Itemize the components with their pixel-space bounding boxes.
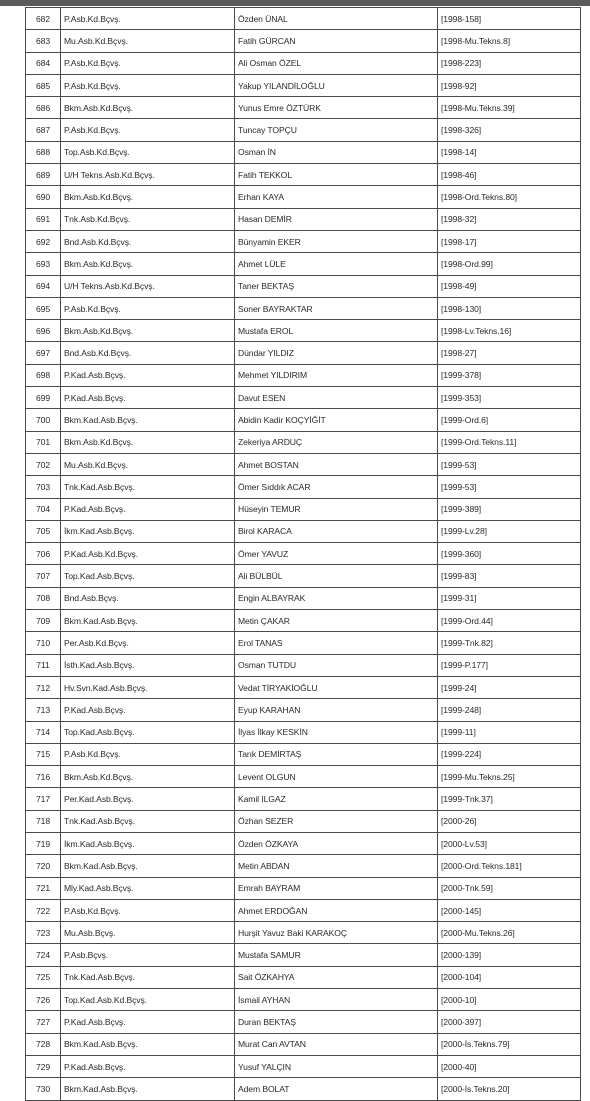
row-number: 694 — [26, 275, 61, 297]
table-row — [26, 1055, 581, 1077]
table-row — [26, 119, 581, 141]
row-number: 716 — [26, 766, 61, 788]
table-row — [26, 721, 581, 743]
table-row — [26, 543, 581, 565]
table-row — [26, 989, 581, 1011]
table-row — [26, 944, 581, 966]
rank-cell: Tnk.Kad.Asb.Bçvş. — [61, 476, 235, 498]
table-row — [26, 743, 581, 765]
row-number: 695 — [26, 297, 61, 319]
name-cell: Yunus Emre ÖZTÜRK — [235, 97, 438, 119]
row-number: 725 — [26, 966, 61, 988]
rank-cell: P.Kad.Asb.Kd.Bçvş. — [61, 543, 235, 565]
row-number: 698 — [26, 364, 61, 386]
rank-cell: P.Kad.Asb.Bçvş. — [61, 1055, 235, 1077]
course-cell: [2000-104] — [438, 966, 581, 988]
course-cell: [1999-360] — [438, 543, 581, 565]
name-cell: Kamil ILGAZ — [235, 788, 438, 810]
course-cell: [1999-389] — [438, 498, 581, 520]
name-cell: Murat Can AVTAN — [235, 1033, 438, 1055]
rank-cell: P.Asb.Kd.Bçvş. — [61, 8, 235, 30]
table-row — [26, 186, 581, 208]
course-cell: [1998-46] — [438, 164, 581, 186]
table-row — [26, 676, 581, 698]
course-cell: [2000-26] — [438, 810, 581, 832]
row-number: 704 — [26, 498, 61, 520]
row-number: 682 — [26, 8, 61, 30]
row-number: 697 — [26, 342, 61, 364]
rank-cell: İkm.Kad.Asb.Bçvş. — [61, 832, 235, 854]
rank-cell: Mu.Asb.Bçvş. — [61, 922, 235, 944]
row-number: 684 — [26, 52, 61, 74]
name-cell: Yakup YILANDİLOĞLU — [235, 74, 438, 96]
name-cell: Fatih GÜRCAN — [235, 30, 438, 52]
course-cell: [1999-31] — [438, 587, 581, 609]
rank-cell: Bkm.Kad.Asb.Bçvş. — [61, 855, 235, 877]
row-number: 728 — [26, 1033, 61, 1055]
rank-cell: P.Kad.Asb.Bçvş. — [61, 498, 235, 520]
table-row — [26, 1011, 581, 1033]
course-cell: [1998-Mu.Tekns.8] — [438, 30, 581, 52]
course-cell: [2000-Tnk.59] — [438, 877, 581, 899]
course-cell: [1999-83] — [438, 565, 581, 587]
name-cell: Hasan DEMİR — [235, 208, 438, 230]
course-cell: [2000-Ord.Tekns.181] — [438, 855, 581, 877]
rank-cell: Top.Kad.Asb.Bçvş. — [61, 565, 235, 587]
row-number: 691 — [26, 208, 61, 230]
table-row — [26, 498, 581, 520]
course-cell: [1999-Mu.Tekns.25] — [438, 766, 581, 788]
table-row — [26, 766, 581, 788]
table-row — [26, 520, 581, 542]
course-cell: [1998-92] — [438, 74, 581, 96]
table-row — [26, 164, 581, 186]
course-cell: [2000-Lv.53] — [438, 832, 581, 854]
name-cell: Birol KARACA — [235, 520, 438, 542]
rank-cell: Bkm.Kad.Asb.Bçvş. — [61, 1033, 235, 1055]
table-row — [26, 74, 581, 96]
row-number: 713 — [26, 699, 61, 721]
table-row — [26, 699, 581, 721]
name-cell: Metin ÇAKAR — [235, 610, 438, 632]
table-row — [26, 587, 581, 609]
rank-cell: Bkm.Kad.Asb.Bçvş. — [61, 610, 235, 632]
row-number: 710 — [26, 632, 61, 654]
name-cell: Tarık DEMİRTAŞ — [235, 743, 438, 765]
name-cell: Osman TUTDU — [235, 654, 438, 676]
table-row — [26, 966, 581, 988]
table-row — [26, 30, 581, 52]
row-number: 688 — [26, 141, 61, 163]
name-cell: Özden ÖZKAYA — [235, 832, 438, 854]
table-row — [26, 810, 581, 832]
row-number: 700 — [26, 409, 61, 431]
row-number: 701 — [26, 431, 61, 453]
name-cell: Hurşit Yavuz Baki KARAKOÇ — [235, 922, 438, 944]
course-cell: [2000-İs.Tekns.79] — [438, 1033, 581, 1055]
course-cell: [1998-17] — [438, 230, 581, 252]
rank-cell: Bkm.Asb.Kd.Bçvş. — [61, 186, 235, 208]
course-cell: [1999-Ord.Tekns.11] — [438, 431, 581, 453]
name-cell: Eyup KARAHAN — [235, 699, 438, 721]
name-cell: Dündar YILDIZ — [235, 342, 438, 364]
name-cell: Osman İN — [235, 141, 438, 163]
row-number: 690 — [26, 186, 61, 208]
course-cell: [2000-10] — [438, 989, 581, 1011]
name-cell: Abidin Kadir KOÇYİĞİT — [235, 409, 438, 431]
row-number: 708 — [26, 587, 61, 609]
name-cell: Erol TANAS — [235, 632, 438, 654]
course-cell: [1999-378] — [438, 364, 581, 386]
course-cell: [1998-Mu.Tekns.39] — [438, 97, 581, 119]
table-row — [26, 52, 581, 74]
name-cell: Mustafa SAMUR — [235, 944, 438, 966]
row-number: 685 — [26, 74, 61, 96]
course-cell: [1998-158] — [438, 8, 581, 30]
course-cell: [1999-53] — [438, 453, 581, 475]
rank-cell: Per.Kad.Asb.Bçvş. — [61, 788, 235, 810]
document-page — [0, 6, 590, 1094]
rank-cell: Tnk.Asb.Kd.Bçvş. — [61, 208, 235, 230]
rank-cell: Bkm.Asb.Kd.Bçvş. — [61, 253, 235, 275]
name-cell: Vedat TİRYAKİOĞLU — [235, 676, 438, 698]
table-row — [26, 922, 581, 944]
name-cell: Ahmet BOSTAN — [235, 453, 438, 475]
table-row — [26, 208, 581, 230]
table-row — [26, 855, 581, 877]
row-number: 715 — [26, 743, 61, 765]
row-number: 720 — [26, 855, 61, 877]
table-row — [26, 632, 581, 654]
name-cell: Davut ESEN — [235, 387, 438, 409]
table-row — [26, 788, 581, 810]
table-row — [26, 141, 581, 163]
rank-cell: Bkm.Kad.Asb.Bçvş. — [61, 409, 235, 431]
rank-cell: P.Kad.Asb.Bçvş. — [61, 387, 235, 409]
course-cell: [1999-Tnk.37] — [438, 788, 581, 810]
rank-cell: Bkm.Asb.Kd.Bçvş. — [61, 320, 235, 342]
course-cell: [1999-353] — [438, 387, 581, 409]
name-cell: Özden ÜNAL — [235, 8, 438, 30]
rank-cell: Mu.Asb.Kd.Bçvş. — [61, 453, 235, 475]
row-number: 724 — [26, 944, 61, 966]
table-row — [26, 230, 581, 252]
name-cell: Ali BÜLBÜL — [235, 565, 438, 587]
name-cell: Taner BEKTAŞ — [235, 275, 438, 297]
row-number: 730 — [26, 1078, 61, 1100]
course-cell: [1999-Lv.28] — [438, 520, 581, 542]
course-cell: [1998-130] — [438, 297, 581, 319]
course-cell: [1999-11] — [438, 721, 581, 743]
row-number: 683 — [26, 30, 61, 52]
table-row — [26, 297, 581, 319]
table-row — [26, 431, 581, 453]
rank-cell: Mly.Kad.Asb.Bçvş. — [61, 877, 235, 899]
row-number: 726 — [26, 989, 61, 1011]
name-cell: Ömer Sıddık ACAR — [235, 476, 438, 498]
row-number: 702 — [26, 453, 61, 475]
row-number: 686 — [26, 97, 61, 119]
name-cell: Erhan KAYA — [235, 186, 438, 208]
rank-cell: Mu.Asb.Kd.Bçvş. — [61, 30, 235, 52]
rank-cell: P.Kad.Asb.Bçvş. — [61, 699, 235, 721]
table-row — [26, 1078, 581, 1100]
course-cell: [1998-Ord.Tekns.80] — [438, 186, 581, 208]
row-number: 696 — [26, 320, 61, 342]
table-row — [26, 832, 581, 854]
row-number: 711 — [26, 654, 61, 676]
course-cell: [1999-248] — [438, 699, 581, 721]
rank-cell: P.Asb.Kd.Bçvş. — [61, 119, 235, 141]
table-row — [26, 565, 581, 587]
table-row — [26, 610, 581, 632]
row-number: 693 — [26, 253, 61, 275]
table-row — [26, 320, 581, 342]
rank-cell: Top.Asb.Kd.Bçvş. — [61, 141, 235, 163]
name-cell: Yusuf YALÇIN — [235, 1055, 438, 1077]
name-cell: Duran BEKTAŞ — [235, 1011, 438, 1033]
name-cell: Ömer YAVUZ — [235, 543, 438, 565]
name-cell: Mustafa EROL — [235, 320, 438, 342]
course-cell: [1999-224] — [438, 743, 581, 765]
personnel-table-body — [26, 8, 581, 1101]
course-cell: [2000-40] — [438, 1055, 581, 1077]
name-cell: Ahmet ERDOĞAN — [235, 899, 438, 921]
row-number: 718 — [26, 810, 61, 832]
name-cell: Metin ABDAN — [235, 855, 438, 877]
table-row — [26, 877, 581, 899]
row-number: 719 — [26, 832, 61, 854]
row-number: 692 — [26, 230, 61, 252]
rank-cell: Bkm.Asb.Kd.Bçvş. — [61, 431, 235, 453]
rank-cell: Per.Asb.Kd.Bçvş. — [61, 632, 235, 654]
table-row — [26, 275, 581, 297]
row-number: 721 — [26, 877, 61, 899]
name-cell: Ali Osman ÖZEL — [235, 52, 438, 74]
name-cell: Sait ÖZKAHYA — [235, 966, 438, 988]
name-cell: Tuncay TOPÇU — [235, 119, 438, 141]
table-row — [26, 342, 581, 364]
rank-cell: Bnd.Asb.Bçvş. — [61, 587, 235, 609]
course-cell: [1999-Ord.6] — [438, 409, 581, 431]
row-number: 714 — [26, 721, 61, 743]
course-cell: [2000-397] — [438, 1011, 581, 1033]
name-cell: Zekeriya ARDUÇ — [235, 431, 438, 453]
row-number: 703 — [26, 476, 61, 498]
course-cell: [1999-Tnk.82] — [438, 632, 581, 654]
rank-cell: Bkm.Asb.Kd.Bçvş. — [61, 97, 235, 119]
row-number: 699 — [26, 387, 61, 409]
row-number: 727 — [26, 1011, 61, 1033]
rank-cell: P.Kad.Asb.Bçvş. — [61, 364, 235, 386]
rank-cell: Hv.Svn.Kad.Asb.Bçvş. — [61, 676, 235, 698]
table-row — [26, 453, 581, 475]
name-cell: Bünyamin EKER — [235, 230, 438, 252]
row-number: 722 — [26, 899, 61, 921]
rank-cell: Tnk.Kad.Asb.Bçvş. — [61, 810, 235, 832]
name-cell: İlyas İlkay KESKİN — [235, 721, 438, 743]
table-row — [26, 364, 581, 386]
table-row — [26, 654, 581, 676]
course-cell: [1999-P.177] — [438, 654, 581, 676]
row-number: 706 — [26, 543, 61, 565]
table-row — [26, 1033, 581, 1055]
row-number: 705 — [26, 520, 61, 542]
rank-cell: U/H Tekns.Asb.Kd.Bçvş. — [61, 164, 235, 186]
table-row — [26, 476, 581, 498]
row-number: 687 — [26, 119, 61, 141]
course-cell: [1999-24] — [438, 676, 581, 698]
table-row — [26, 97, 581, 119]
course-cell: [1998-Ord.99] — [438, 253, 581, 275]
name-cell: Emrah BAYRAM — [235, 877, 438, 899]
personnel-table — [25, 7, 581, 1101]
rank-cell: P.Asb.Kd.Bçvş. — [61, 74, 235, 96]
course-cell: [2000-139] — [438, 944, 581, 966]
course-cell: [1999-53] — [438, 476, 581, 498]
table-row — [26, 8, 581, 30]
rank-cell: P.Asb.Bçvş. — [61, 944, 235, 966]
course-cell: [1998-32] — [438, 208, 581, 230]
rank-cell: Bkm.Kad.Asb.Bçvş. — [61, 1078, 235, 1100]
row-number: 729 — [26, 1055, 61, 1077]
name-cell: Ahmet LÜLE — [235, 253, 438, 275]
row-number: 709 — [26, 610, 61, 632]
course-cell: [2000-Mu.Tekns.26] — [438, 922, 581, 944]
table-row — [26, 899, 581, 921]
course-cell: [1998-27] — [438, 342, 581, 364]
course-cell: [1998-Lv.Tekns.16] — [438, 320, 581, 342]
rank-cell: P.Asb.Kd.Bçvş. — [61, 743, 235, 765]
name-cell: Hüseyin TEMUR — [235, 498, 438, 520]
name-cell: İsmail AYHAN — [235, 989, 438, 1011]
name-cell: Fatih TEKKOL — [235, 164, 438, 186]
rank-cell: Top.Kad.Asb.Kd.Bçvş. — [61, 989, 235, 1011]
course-cell: [1998-49] — [438, 275, 581, 297]
course-cell: [2000-145] — [438, 899, 581, 921]
rank-cell: İsth.Kad.Asb.Bçvş. — [61, 654, 235, 676]
rank-cell: P.Kad.Asb.Bçvş. — [61, 1011, 235, 1033]
row-number: 712 — [26, 676, 61, 698]
rank-cell: P.Asb.Kd.Bçvş. — [61, 297, 235, 319]
row-number: 689 — [26, 164, 61, 186]
name-cell: Levent OLGUN — [235, 766, 438, 788]
table-row — [26, 387, 581, 409]
name-cell: Adem BOLAT — [235, 1078, 438, 1100]
rank-cell: Top.Kad.Asb.Bçvş. — [61, 721, 235, 743]
course-cell: [1998-326] — [438, 119, 581, 141]
rank-cell: Bnd.Asb.Kd.Bçvş. — [61, 342, 235, 364]
course-cell: [2000-İs.Tekns.20] — [438, 1078, 581, 1100]
row-number: 723 — [26, 922, 61, 944]
table-row — [26, 409, 581, 431]
course-cell: [1999-Ord.44] — [438, 610, 581, 632]
rank-cell: İkm.Kad.Asb.Bçvş. — [61, 520, 235, 542]
table-row — [26, 253, 581, 275]
name-cell: Soner BAYRAKTAR — [235, 297, 438, 319]
course-cell: [1998-223] — [438, 52, 581, 74]
row-number: 707 — [26, 565, 61, 587]
name-cell: Mehmet YILDIRIM — [235, 364, 438, 386]
course-cell: [1998-14] — [438, 141, 581, 163]
rank-cell: P.Asb.Kd.Bçvş. — [61, 899, 235, 921]
rank-cell: Tnk.Kad.Asb.Bçvş. — [61, 966, 235, 988]
name-cell: Özhan SEZER — [235, 810, 438, 832]
rank-cell: P.Asb.Kd.Bçvş. — [61, 52, 235, 74]
rank-cell: Bkm.Asb.Kd.Bçvş. — [61, 766, 235, 788]
name-cell: Engin ALBAYRAK — [235, 587, 438, 609]
rank-cell: U/H Tekns.Asb.Kd.Bçvş. — [61, 275, 235, 297]
row-number: 717 — [26, 788, 61, 810]
rank-cell: Bnd.Asb.Kd.Bçvş. — [61, 230, 235, 252]
